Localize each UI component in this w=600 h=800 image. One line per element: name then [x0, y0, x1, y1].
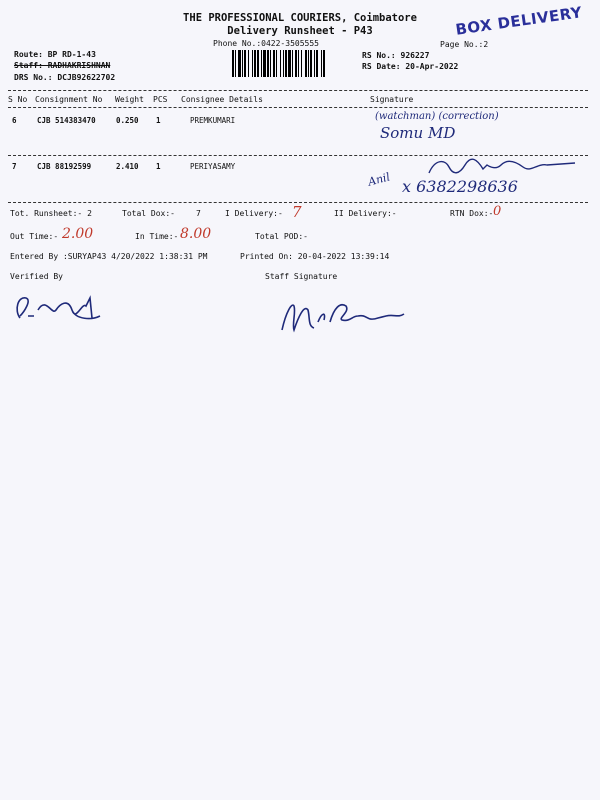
total-runsheet: Tot. Runsheet:- 2: [10, 209, 92, 218]
table-row-weight: 0.250: [116, 116, 139, 125]
rtn-dox-label: RTN Dox:-: [450, 209, 494, 218]
handwritten-phone-row7: x 6382298636: [402, 177, 518, 196]
box-delivery-stamp: BOX DELIVERY: [454, 3, 584, 39]
page-number: Page No.:2: [440, 40, 489, 49]
rs-number: RS No.: 926227: [362, 51, 430, 60]
i-delivery-label: I Delivery:-: [225, 209, 283, 218]
verifier-signature-icon: [12, 288, 107, 328]
table-row-sno: 7: [12, 162, 17, 171]
handwritten-signature-row6: Somu MD: [380, 124, 456, 142]
table-row-pcs: 1: [156, 116, 161, 125]
table-row-consignment: CJB 88192599: [37, 162, 92, 171]
total-dox-value: 7: [196, 209, 201, 218]
phone-number: Phone No.:0422-3505555: [213, 39, 319, 48]
drs-number: DRS No.: DCJB92622702: [14, 73, 116, 82]
out-time-value: 2.00: [62, 226, 94, 242]
printed-on: Printed On: 20-04-2022 13:39:14: [240, 252, 390, 261]
staff-signature-label: Staff Signature: [265, 272, 338, 281]
total-dox-label: Total Dox:-: [122, 209, 175, 218]
col-consignment: Consignment No: [35, 95, 103, 104]
verified-by-label: Verified By: [10, 272, 63, 281]
table-row-weight: 2.410: [116, 162, 139, 171]
col-signature: Signature: [370, 95, 414, 104]
staff-name: Staff: RADHAKRISHNAN: [14, 61, 111, 70]
route-label: Route: BP RD-1-43: [14, 50, 96, 59]
divider-top: [8, 90, 588, 91]
handwritten-note-row6: (watchman) (correction): [375, 111, 499, 122]
in-time-label: In Time:-: [135, 232, 179, 241]
rtn-dox-value: 0: [493, 204, 502, 219]
out-time-label: Out Time:-: [10, 232, 59, 241]
col-pcs: PCS: [153, 95, 168, 104]
in-time-value: 8.00: [180, 226, 212, 242]
runsheet-subtitle: Delivery Runsheet - P43: [227, 25, 373, 37]
col-consignee: Consignee Details: [181, 95, 263, 104]
col-sno: S No: [8, 95, 28, 104]
staff-signature-icon: [278, 292, 418, 337]
divider-header: [8, 107, 588, 108]
company-title: THE PROFESSIONAL COURIERS, Coimbatore: [183, 12, 417, 24]
ii-delivery-label: II Delivery:-: [334, 209, 397, 218]
rs-date: RS Date: 20-Apr-2022: [362, 62, 459, 71]
barcode-icon: [232, 50, 356, 77]
table-row-consignment: CJB 514383470: [37, 116, 96, 125]
total-pod-label: Total POD:-: [255, 232, 308, 241]
table-row-sno: 6: [12, 116, 17, 125]
table-row-pcs: 1: [156, 162, 161, 171]
table-row-consignee: PERIYASAMY: [190, 162, 236, 171]
table-row-consignee: PREMKUMARI: [190, 116, 236, 125]
entered-by: Entered By :SURYAP43 4/20/2022 1:38:31 PM: [10, 252, 208, 261]
i-delivery-value: 7: [292, 203, 302, 221]
col-weight: Weight: [115, 95, 144, 104]
handwritten-name-row7: Anil: [366, 170, 392, 189]
